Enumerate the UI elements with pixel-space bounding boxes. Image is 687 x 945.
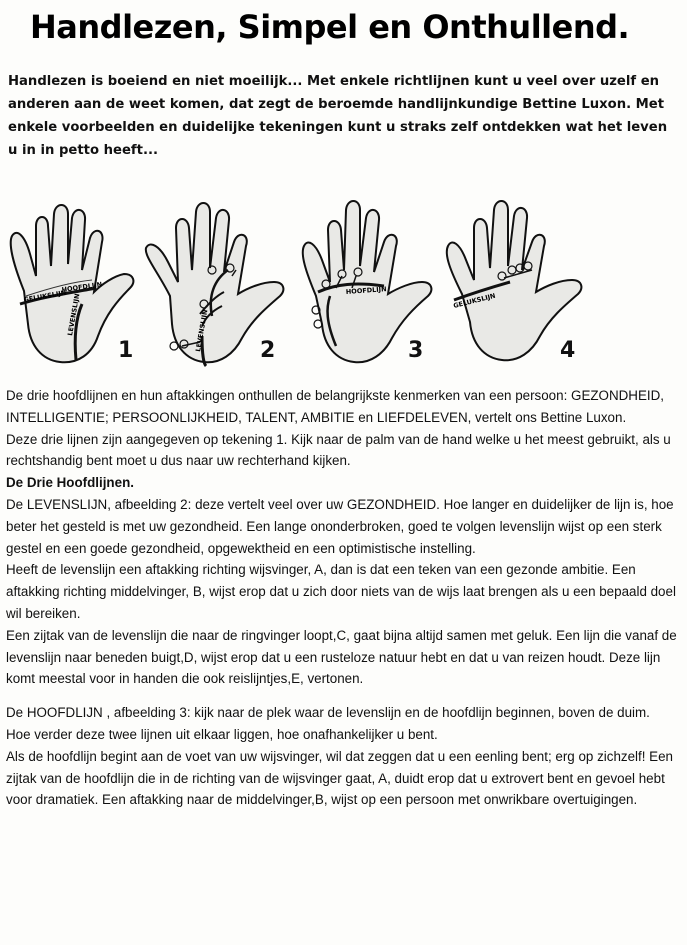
body-paragraph: De LEVENSLIJN, afbeelding 2: deze vertelt veel over uw GEZONDHEID. Hoe langer en duidelijker de lijn is, hoe beter het gesteld is met uw gezondheid. Een lange ononderbroken, goed te volgen levenslijn wijst op een sterk gestel en een goede gezondheid, opgewektheid en een optimistische instelling. <box>6 496 674 556</box>
section-heading: De Drie Hoofdlijnen. <box>6 475 134 491</box>
paragraph-spacer <box>6 690 678 702</box>
illustration-number-1: 1 <box>118 338 134 363</box>
illustration-number-2: 2 <box>260 338 276 363</box>
hand-illustration-1 <box>6 196 141 368</box>
body-paragraph: Heeft de levenslijn een aftakking richting wijsvinger, A, dan is dat een teken van een gezonde ambitie. Een aftakking richting middelvinger, B, wijst erop dat u zich door niets van de wijs laat brengen als u een bepaald doel wil bereiken. <box>6 562 676 621</box>
page-title: Handlezen, Simpel en Onthullend. <box>30 8 630 46</box>
label-hoofdlijn: HOOFDLIJN <box>61 280 103 294</box>
intro-paragraph <box>8 70 668 162</box>
illustration-number-3: 3 <box>408 338 424 363</box>
article-body <box>6 385 678 811</box>
label-gelukslijn: GELUKSLIJN <box>452 291 497 310</box>
label-hoofdlijn: HOOFDLIJN <box>345 285 387 296</box>
illustration-number-4: 4 <box>560 338 576 363</box>
hand-illustration-2 <box>142 196 292 368</box>
body-paragraph: Deze drie lijnen zijn aangegeven op tekening 1. Kijk naar de palm van de hand welke u het meest gebruikt, als u rechtshandig bent moet u dus naar uw rechterhand kijken. <box>6 431 671 469</box>
hand-illustrations <box>0 196 687 376</box>
hand-illustration-3 <box>296 196 441 368</box>
label-gelukslijn: GELUKSLIJN <box>22 288 67 304</box>
label-levenslijn: LEVENSLIJN <box>194 309 210 353</box>
body-paragraph: Als de hoofdlijn begint aan de voet van uw wijsvinger, wil dat zeggen dat u een eenling bent; erg op zichzelf! Een zijtak van de hoofdlijn die in de richting van de wijsvinger gaat, A, duidt erop dat u extrovert bent en gevoel hebt voor dramatiek. Een aftakking naar de middelvinger,B, wijst op een persoon met onwrikbare overtuigingen. <box>6 748 673 808</box>
hand-illustration-4 <box>440 196 590 368</box>
body-paragraph: De HOOFDLIJN , afbeelding 3: kijk naar de plek waar de levenslijn en de hoofdlijn beginnen, boven de duim. Hoe verder deze twee lijnen uit elkaar liggen, hoe onafhankelijker u bent. <box>6 705 650 742</box>
body-paragraph: De drie hoofdlijnen en hun aftakkingen onthullen de belangrijkste kenmerken van een persoon: GEZONDHEID, INTELLIGENTIE; PERSOONLIJKHEID, TALENT, AMBITIE en LIEFDELEVEN, vertelt ons Bettine Luxon. <box>6 388 665 425</box>
label-levenslijn: LEVENSLIJN <box>66 293 82 337</box>
intro-text: Handlezen is boeiend en niet moeilijk... Met enkele richtlijnen kunt u veel over uzelf en anderen aan de weet komen, dat zegt de beroemde handlijnkundige Bettine Luxon. Met enkele voorbeelden en duidelijke tekeningen kunt u straks zelf ontdekken wat het leven u in in petto heeft... <box>8 74 668 158</box>
body-paragraph: Een zijtak van de levenslijn die naar de ringvinger loopt,C, gaat bijna altijd samen met geluk. Een lijn die vanaf de levenslijn naar beneden buigt,D, wijst erop dat u een rusteloze natuur hebt en dat u van reizen houdt. Deze lijn komt meestal voor in handen die ook reislijntjes,E, vertonen. <box>6 627 677 687</box>
